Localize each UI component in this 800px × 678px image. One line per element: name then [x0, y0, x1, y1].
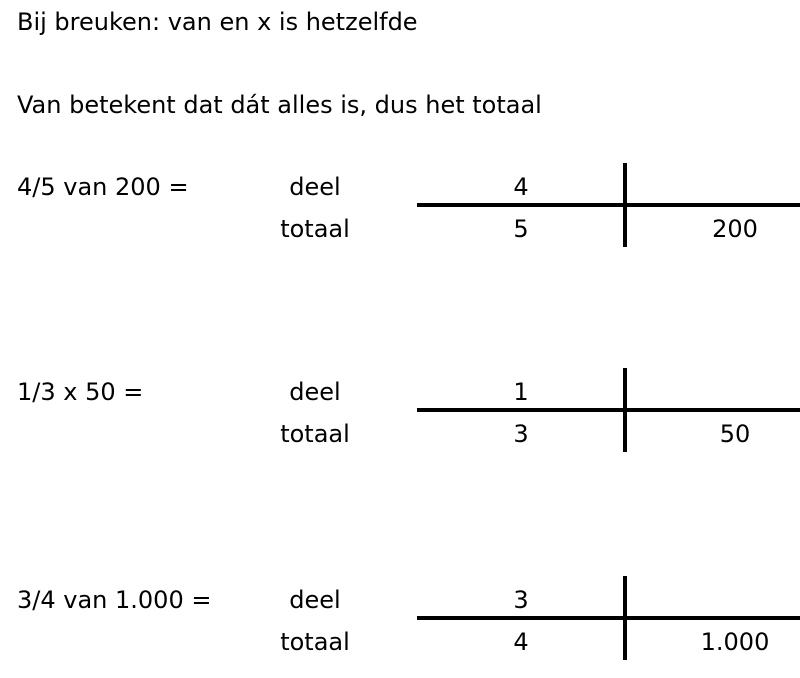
numerator-value: 3: [513, 586, 529, 614]
total-value: 50: [719, 420, 751, 448]
intro-line-2: Van betekent dat dát alles is, dus het totaal: [17, 91, 542, 119]
total-label: totaal: [280, 215, 350, 243]
table-horizontal-line: [417, 408, 800, 412]
example-expression: 4/5 van 200 =: [17, 173, 189, 201]
total-value: 1.000: [700, 628, 770, 656]
total-label: totaal: [280, 628, 350, 656]
example-block: [0, 163, 800, 253]
example-expression: 1/3 x 50 =: [17, 378, 144, 406]
denominator-value: 5: [513, 215, 529, 243]
numerator-value: 1: [513, 378, 529, 406]
table-vertical-line: [623, 576, 627, 660]
numerator-value: 4: [513, 173, 529, 201]
example-expression: 3/4 van 1.000 =: [17, 586, 212, 614]
part-label: deel: [289, 173, 341, 201]
example-block: [0, 368, 800, 458]
table-horizontal-line: [417, 616, 800, 620]
part-label: deel: [289, 378, 341, 406]
denominator-value: 4: [513, 628, 529, 656]
example-block: [0, 576, 800, 666]
table-horizontal-line: [417, 203, 800, 207]
part-label: deel: [289, 586, 341, 614]
total-label: totaal: [280, 420, 350, 448]
denominator-value: 3: [513, 420, 529, 448]
table-vertical-line: [623, 368, 627, 452]
table-vertical-line: [623, 163, 627, 247]
intro-line-1: Bij breuken: van en x is hetzelfde: [17, 8, 418, 36]
total-value: 200: [712, 215, 758, 243]
